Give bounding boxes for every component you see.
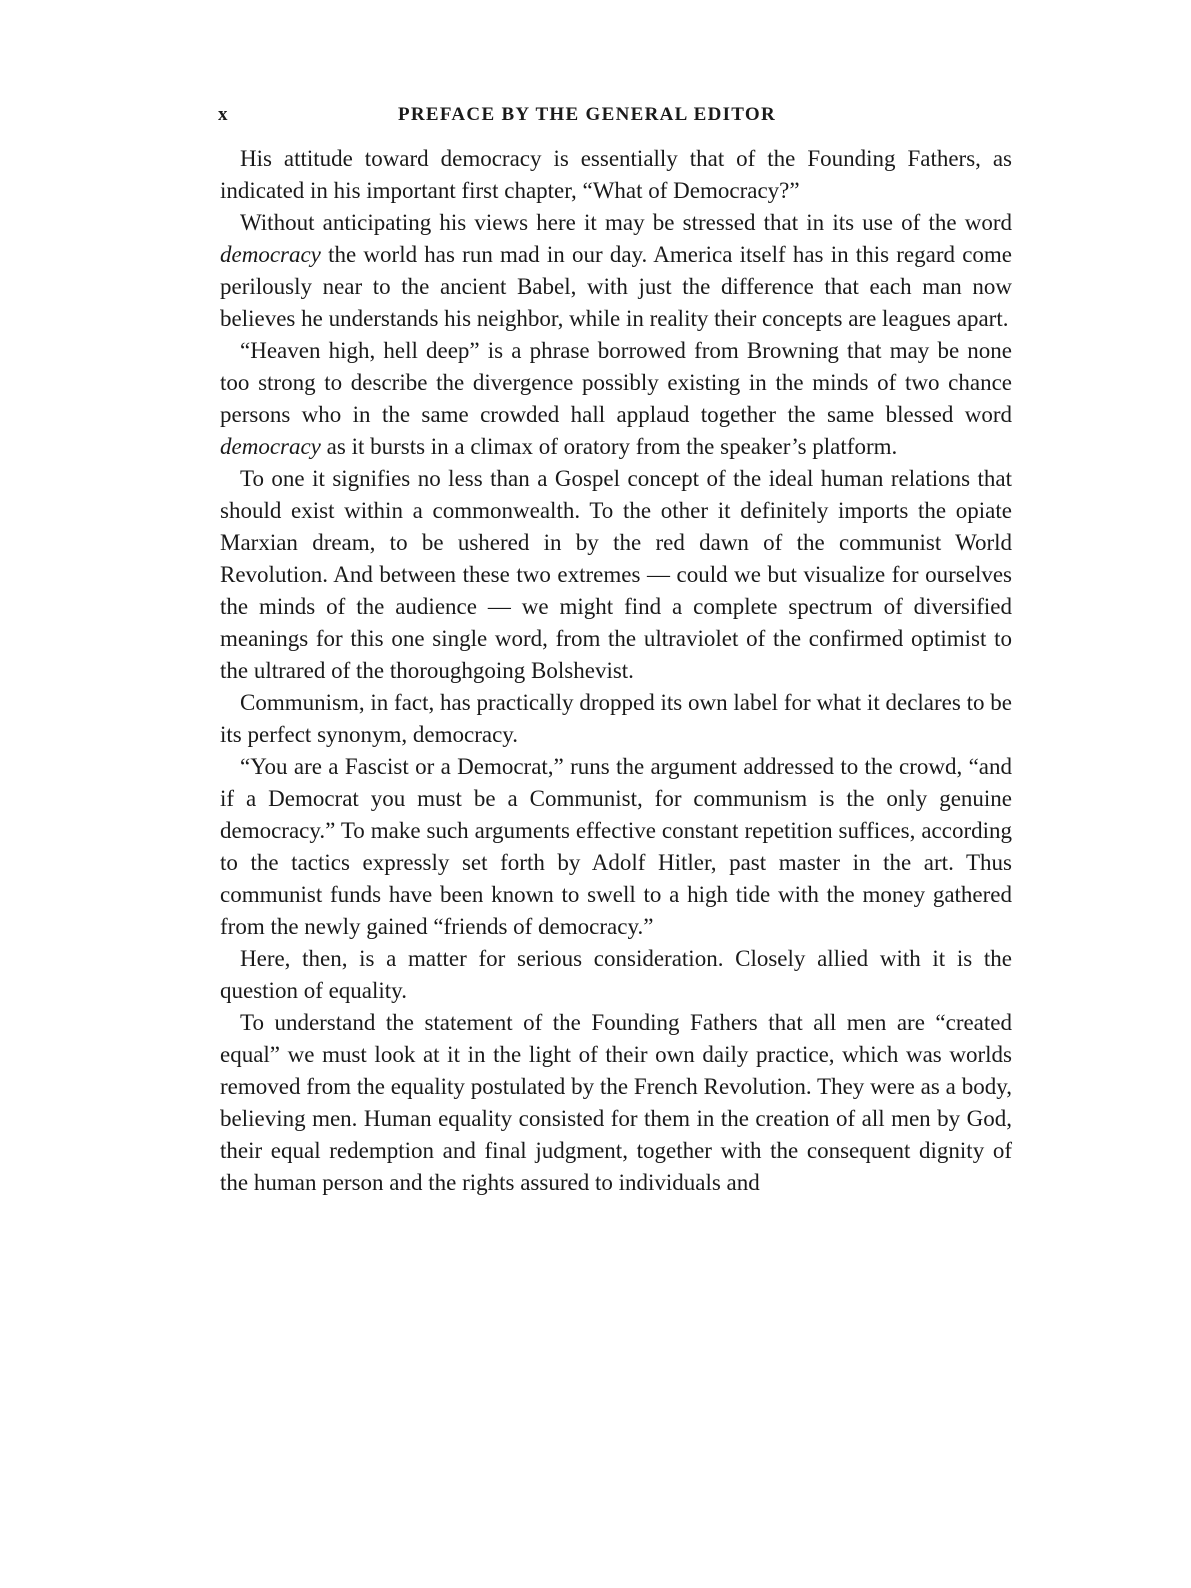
paragraph-communism-label: Communism, in fact, has practically dropped its own label for what it declares to be its perfect synonym, democracy. — [220, 690, 1012, 747]
page-number: x — [218, 104, 229, 125]
paragraph-question-of-equality: Here, then, is a matter for serious consideration. Closely allied with it is the question of equality. — [220, 946, 1012, 1003]
paragraph-created-equal: To understand the statement of the Founding Fathers that all men are “created equal” we must look at it in the light of their own daily practice, which was worlds removed from the equality postulated by the French Revolution. They were as a body, believing men. Human equality consisted for them in the creation of all men by God, their equal redemption and final judgment, together with the consequent dignity of the human person and the rights assured to individuals and — [220, 1010, 1012, 1195]
paragraph-founding-fathers-attitude: His attitude toward democracy is essentially that of the Founding Fathers, as indicated in his important first chapter, “What of Democracy?” — [220, 146, 1012, 203]
italic-term: democracy — [220, 434, 321, 459]
paragraph-word-democracy — [220, 207, 1012, 335]
paragraph-text: Without anticipating his views here it may be stressed that in its use of the word — [240, 210, 1012, 235]
running-head — [218, 104, 1013, 132]
body-text — [220, 143, 1012, 1199]
paragraph-fascist-or-democrat: “You are a Fascist or a Democrat,” runs the argument addressed to the crowd, “and if a Democrat you must be a Communist, for communism is the only genuine democracy.” To make such arguments effective constant repetition suffices, according to the tactics expressly set forth by Adolf Hitler, past master in the art. Thus communist funds have been known to swell to a high tide with the money gathered from the newly gained “friends of democracy.” — [220, 754, 1012, 939]
paragraph-text: “Heaven high, hell deep” is a phrase borrowed from Browning that may be none too strong to describe the divergence possibly existing in the minds of two chance persons who in the same crowded hall applaud together the same blessed word — [220, 338, 1012, 427]
running-head-title: PREFACE BY THE GENERAL EDITOR — [398, 104, 777, 125]
paragraph-heaven-high — [220, 335, 1012, 463]
paragraph-gospel-concept: To one it signifies no less than a Gospel concept of the ideal human relations that should exist within a commonwealth. To the other it definitely imports the opiate Marxian dream, to be ushered in by the red dawn of the communist World Revolution. And between these two extremes — could we but visualize for ourselves the minds of the audience — we might find a complete spectrum of diversified meanings for this one single word, from the ultraviolet of the confirmed optimist to the ultrared of the thoroughgoing Bolshevist. — [220, 466, 1012, 683]
paragraph-text: the world has run mad in our day. America itself has in this regard come perilously near to the ancient Babel, with just the difference that each man now believes he understands his neighbor, while in reality their concepts are leagues apart. — [220, 242, 1012, 331]
paragraph-text: as it bursts in a climax of oratory from the speaker’s platform. — [320, 434, 898, 459]
italic-term: democracy — [220, 242, 321, 267]
